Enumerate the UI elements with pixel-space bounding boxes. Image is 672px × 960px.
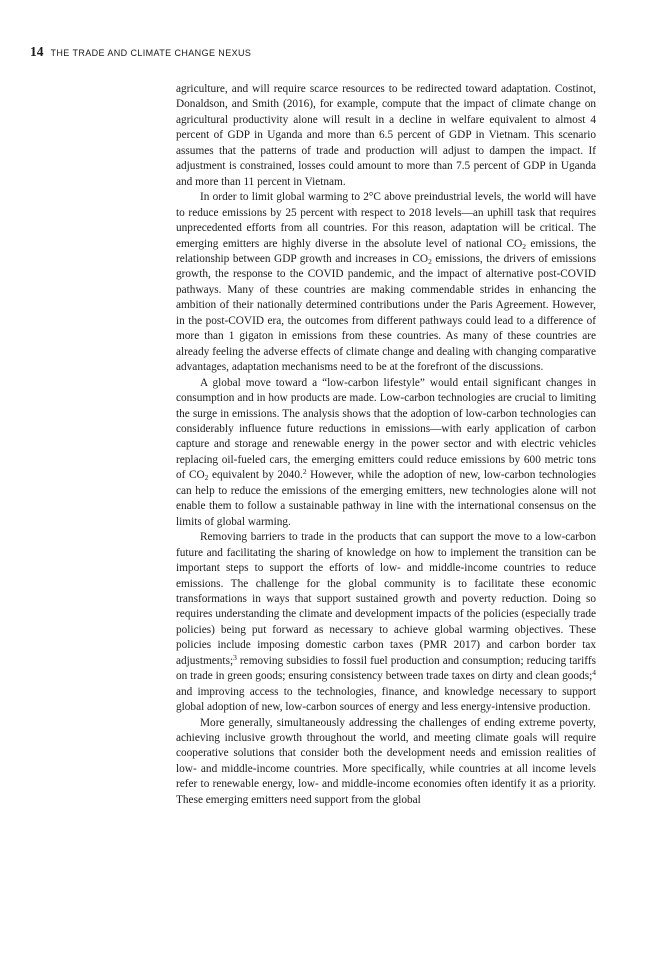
- text-run: emissions, the relationship between GDP growth and increases in CO: [176, 237, 596, 265]
- text-run: emissions, the drivers of emissions growth, the response to the COVID pandemic, and the impact of alternative post-COVID pathways. Many of these countries are making commendable strides in enhancing the ambition of their nationally determined contributions under the Paris Agreement. However, in the post-COVID era, the outcomes from different pathways could lead to a difference of more than 1 gigaton in emissions from these countries. As many of these countries are already feeling the adverse effects of climate change and dealing with changing comparative advantages, adaptation mechanisms need to be at the forefront of the discussions.: [176, 252, 596, 374]
- paragraph: [176, 376, 596, 531]
- text-run: Removing barriers to trade in the products that can support the move to a low-carbon future and facilitating the sharing of knowledge on how to implement the transition can be important steps to support the efforts of low- and middle-income countries to reduce emissions. The challenge for the global community is to facilitate these economic transformations in ways that support sustained growth and poverty reduction. Doing so requires understanding the climate and development impacts of the policies (especially trade policies) being put forward as necessary to achieve global warming objectives. These policies include imposing domestic carbon taxes (PMR 2017) and carbon border tax adjustments;: [176, 531, 596, 667]
- paragraph: [176, 190, 596, 375]
- co2-subscript: 2: [428, 256, 432, 266]
- text-run: In order to limit global warming to 2°C above preindustrial levels, the world will have to reduce emissions by 25 percent with respect to 2018 levels—an uphill task that requires unprecedented efforts from all countries. For this reason, adaptation will be critical. The emerging emitters are highly diverse in the absolute level of national CO: [176, 191, 596, 250]
- footnote-ref[interactable]: 2: [302, 467, 307, 477]
- paragraph: [176, 530, 596, 715]
- page-number: 14: [30, 44, 44, 59]
- text-run: However, while the adoption of new, low-carbon technologies can help to reduce the emissions of the emerging emitters, new technologies alone will not enable them to follow a sustainable pathway in line with the international consensus on the limits of global warming.: [176, 469, 596, 528]
- co2-subscript: 2: [204, 473, 209, 483]
- co2-subscript: 2: [522, 241, 526, 251]
- footnote-ref[interactable]: 3: [233, 652, 237, 662]
- text-run: and improving access to the technologies, finance, and knowledge necessary to support global adoption of new, low-carbon sources of energy and less energy-intensive production.: [176, 685, 596, 714]
- running-head: [30, 43, 251, 61]
- paragraph: More generally, simultaneously addressing the challenges of ending extreme poverty, achieving inclusive growth throughout the world, and meeting climate goals will require cooperative solutions that consider both the development needs and emission realities of low- and middle-income countries. More specifically, while countries at all income levels refer to renewable energy, low- and middle-income economies often identify it as a priority. These emerging emitters need support from the global: [176, 716, 596, 806]
- text-run: equivalent by 2040.: [208, 469, 303, 482]
- body-text: [176, 82, 596, 808]
- footnote-ref[interactable]: 4: [592, 668, 596, 678]
- text-run: A global move toward a “low-carbon lifestyle” would entail significant changes in consumption and in how products are made. Low-carbon technologies are crucial to limiting the surge in emissions. The analysis shows that the adoption of low-carbon technologies can considerably influence future reductions in emissions—with early application of carbon capture and storage and renewable energy in the power sector and with electric vehicles replacing oil-fueled cars, the emerging emitters could reduce emissions by 600 metric tons of CO: [176, 376, 596, 482]
- paragraph: agriculture, and will require scarce resources to be redirected toward adaptation. Costinot, Donaldson, and Smith (2016), for example, compute that the impact of climate change on agricultural productivity alone will result in a decline in welfare equivalent to almost 4 percent of GDP in Uganda and more than 6.5 percent of GDP in Vietnam. This scenario assumes that the patterns of trade and production will adjust to dampen the impact. If adjustment is constrained, losses could amount to more than 7.5 percent of GDP in Uganda and more than 11 percent in Vietnam.: [176, 83, 596, 188]
- text-run: removing subsidies to fossil fuel production and consumption; reducing tariffs on trade in green goods; ensuring consistency between trade taxes on dirty and clean goods;: [176, 654, 596, 683]
- running-head-title: THE TRADE AND CLIMATE CHANGE NEXUS: [50, 48, 252, 58]
